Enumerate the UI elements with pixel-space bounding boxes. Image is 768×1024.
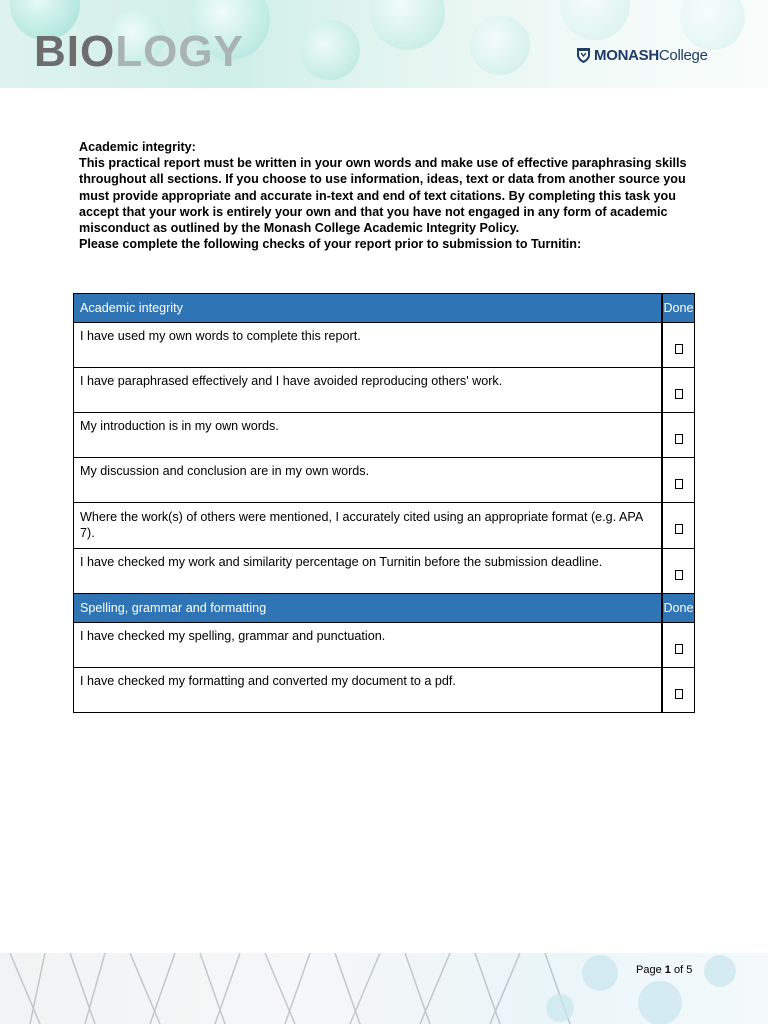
checkbox[interactable] [675, 344, 683, 354]
checkbox[interactable] [675, 389, 683, 399]
checkbox-cell [662, 368, 695, 413]
subject-title [34, 27, 244, 76]
checkbox-cell [662, 458, 695, 503]
checkbox-cell [662, 413, 695, 458]
table-row [74, 458, 695, 503]
page-current: 1 [664, 964, 671, 976]
checkbox[interactable] [675, 689, 683, 699]
page-sep: of [673, 964, 684, 976]
college-logo [576, 44, 708, 66]
table-row [74, 368, 695, 413]
table-row [74, 503, 695, 549]
checkbox-cell [662, 623, 695, 668]
page-number [636, 964, 692, 976]
subject-title-light: LOGY [115, 27, 244, 76]
checkbox-cell [662, 549, 695, 594]
section-header: Academic integrity [74, 294, 663, 323]
table-row [74, 323, 695, 368]
checkbox-cell [662, 323, 695, 368]
checkbox[interactable] [675, 570, 683, 580]
checkbox[interactable] [675, 479, 683, 489]
done-header: Done [662, 594, 695, 623]
page-prefix: Page [636, 964, 662, 976]
table-row [74, 623, 695, 668]
cell-graphic [300, 20, 360, 80]
checkbox[interactable] [675, 644, 683, 654]
check-item-text: My discussion and conclusion are in my own words. [74, 458, 663, 503]
table-row [74, 668, 695, 713]
check-item-text: Where the work(s) of others were mentioned, I accurately cited using an appropriate format (e.g. APA 7). [74, 503, 663, 549]
cell-graphic [470, 15, 530, 75]
checkbox-cell [662, 668, 695, 713]
header-banner [0, 0, 768, 88]
page-total: 5 [686, 964, 693, 976]
intro-section [79, 139, 689, 252]
check-item-text: I have checked my spelling, grammar and punctuation. [74, 623, 663, 668]
checkbox[interactable] [675, 524, 683, 534]
section-header: Spelling, grammar and formatting [74, 594, 663, 623]
check-item-text: My introduction is in my own words. [74, 413, 663, 458]
logo-text-strong: MONASH [594, 46, 659, 64]
checklist-table [73, 293, 695, 713]
cell-graphic [370, 0, 445, 50]
shield-icon [576, 47, 591, 64]
section-header-row [74, 594, 695, 623]
intro-heading: Academic integrity: [79, 140, 196, 154]
checkbox-cell [662, 503, 695, 549]
section-header-row [74, 294, 695, 323]
cell-graphic [680, 0, 745, 50]
intro-body: This practical report must be written in your own words and make use of effective paraphrasing skills throughout all sections. If you choose to use information, ideas, text or data from another source you must provide appropriate and accurate in-text and end of text citations. By completing this task you accept that your work is entirely your own and that you have not engaged in any form of academic misconduct as outlined by the Monash College Academic Integrity Policy. [79, 156, 687, 236]
subject-title-dark: BIO [34, 27, 116, 76]
table-row [74, 549, 695, 594]
table-row [74, 413, 695, 458]
check-item-text: I have checked my formatting and converted my document to a pdf. [74, 668, 663, 713]
check-item-text: I have used my own words to complete this report. [74, 323, 663, 368]
checkbox[interactable] [675, 434, 683, 444]
intro-instruction: Please complete the following checks of your report prior to submission to Turnitin: [79, 237, 582, 252]
done-header: Done [662, 294, 695, 323]
check-item-text: I have checked my work and similarity percentage on Turnitin before the submission deadline. [74, 549, 663, 594]
check-item-text: I have paraphrased effectively and I have avoided reproducing others' work. [74, 368, 663, 413]
logo-text-soft: College [658, 46, 708, 64]
cell-graphic [560, 0, 630, 40]
